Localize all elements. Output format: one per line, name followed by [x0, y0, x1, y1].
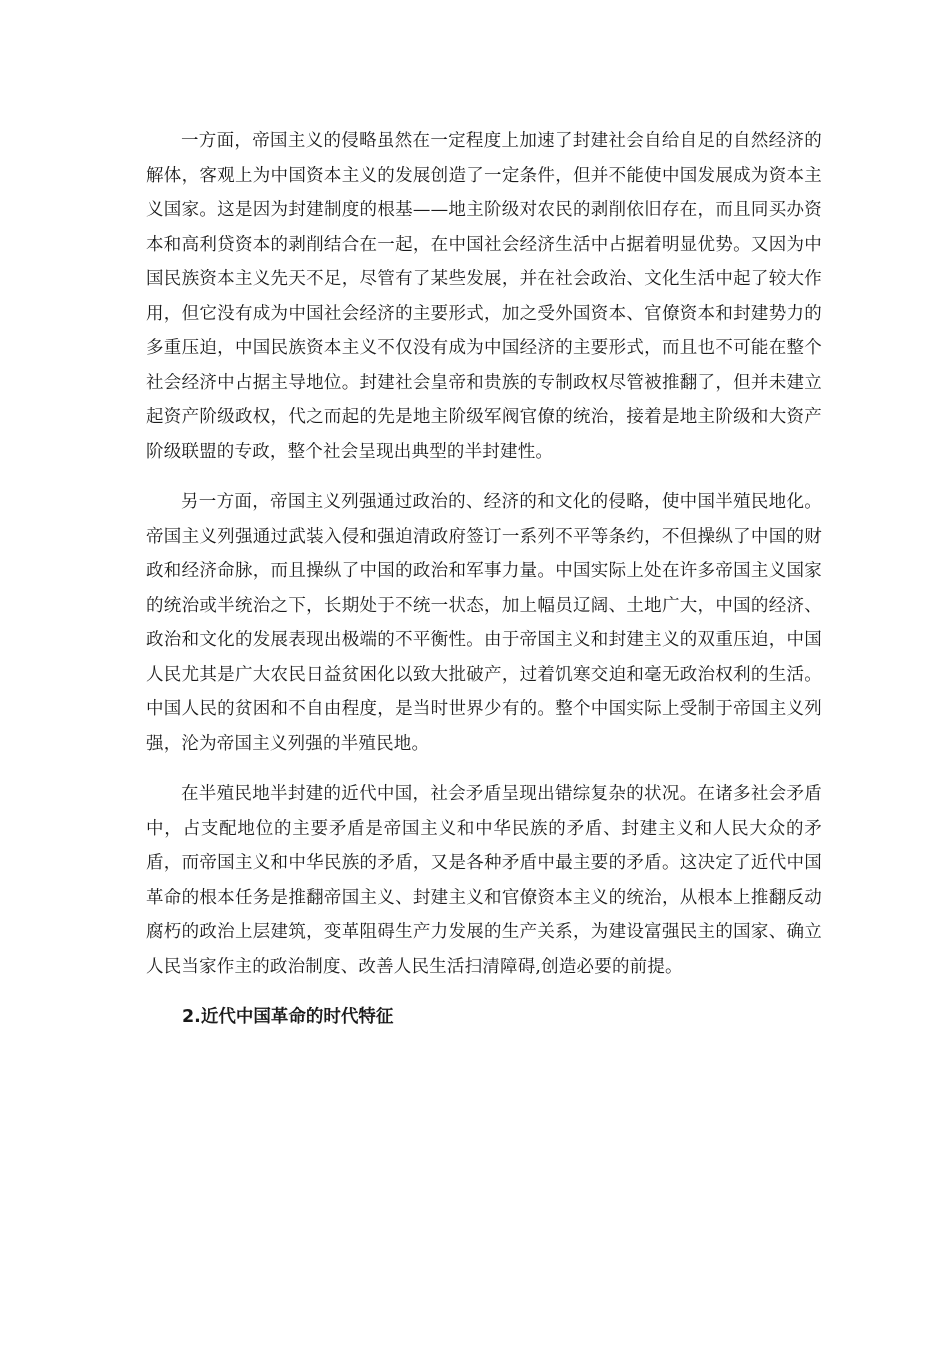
paragraph-imperialism-feudal: 一方面，帝国主义的侵略虽然在一定程度上加速了封建社会自给自足的自然经济的解体，客观上为中国资本主义的发展创造了一定条件，但并不能使中国发展成为资本主义国家。这是因为封建制度的根基——地主阶级对农民的剥削依旧存在，而且同买办资本和高利贷资本的剥削结合在一起，在中国社会经济生活中占据着明显优势。又因为中国民族资本主义先天不足，尽管有了某些发展，并在社会政治、文化生活中起了较大作用，但它没有成为中国社会经济的主要形式，加之受外国资本、官僚资本和封建势力的多重压迫，中国民族资本主义不仅没有成为中国经济的主要形式，而且也不可能在整个社会经济中占据主导地位。封建社会皇帝和贵族的专制政权尽管被推翻了，但并未建立起资产阶级政权，代之而起的先是地主阶级军阀官僚的统治，接着是地主阶级和大资产阶级联盟的专政，整个社会呈现出典型的半封建性。 — [146, 131, 822, 462]
paragraph-semi-colonial: 另一方面，帝国主义列强通过政治的、经济的和文化的侵略，使中国半殖民地化。帝国主义列强通过武装入侵和强迫清政府签订一系列不平等条约，不但操纵了中国的财政和经济命脉，而且操纵了中国的政治和军事力量。中国实际上处在许多帝国主义国家的统治或半统治之下，长期处于不统一状态，加上幅员辽阔、土地广大，中国的经济、政治和文化的发展表现出极端的不平衡性。由于帝国主义和封建主义的双重压迫，中国人民尤其是广大农民日益贫困化以致大批破产，过着饥寒交迫和毫无政治权利的生活。中国人民的贫困和不自由程度，是当时世界少有的。整个中国实际上受制于帝国主义列强，沦为帝国主义列强的半殖民地。 — [146, 492, 822, 754]
section-heading: 2.近代中国革命的时代特征 — [182, 1007, 394, 1027]
paragraph-social-contradictions: 在半殖民地半封建的近代中国，社会矛盾呈现出错综复杂的状况。在诸多社会矛盾中，占支配地位的主要矛盾是帝国主义和中华民族的矛盾、封建主义和人民大众的矛盾，而帝国主义和中华民族的矛盾，又是各种矛盾中最主要的矛盾。这决定了近代中国革命的根本任务是推翻帝国主义、封建主义和官僚资本主义的统治，从根本上推翻反动腐朽的政治上层建筑，变革阻碍生产力发展的生产关系，为建设富强民主的国家、确立人民当家作主的政治制度、改善人民生活扫清障碍,创造必要的前提。 — [146, 784, 822, 977]
document-page — [146, 124, 822, 1035]
